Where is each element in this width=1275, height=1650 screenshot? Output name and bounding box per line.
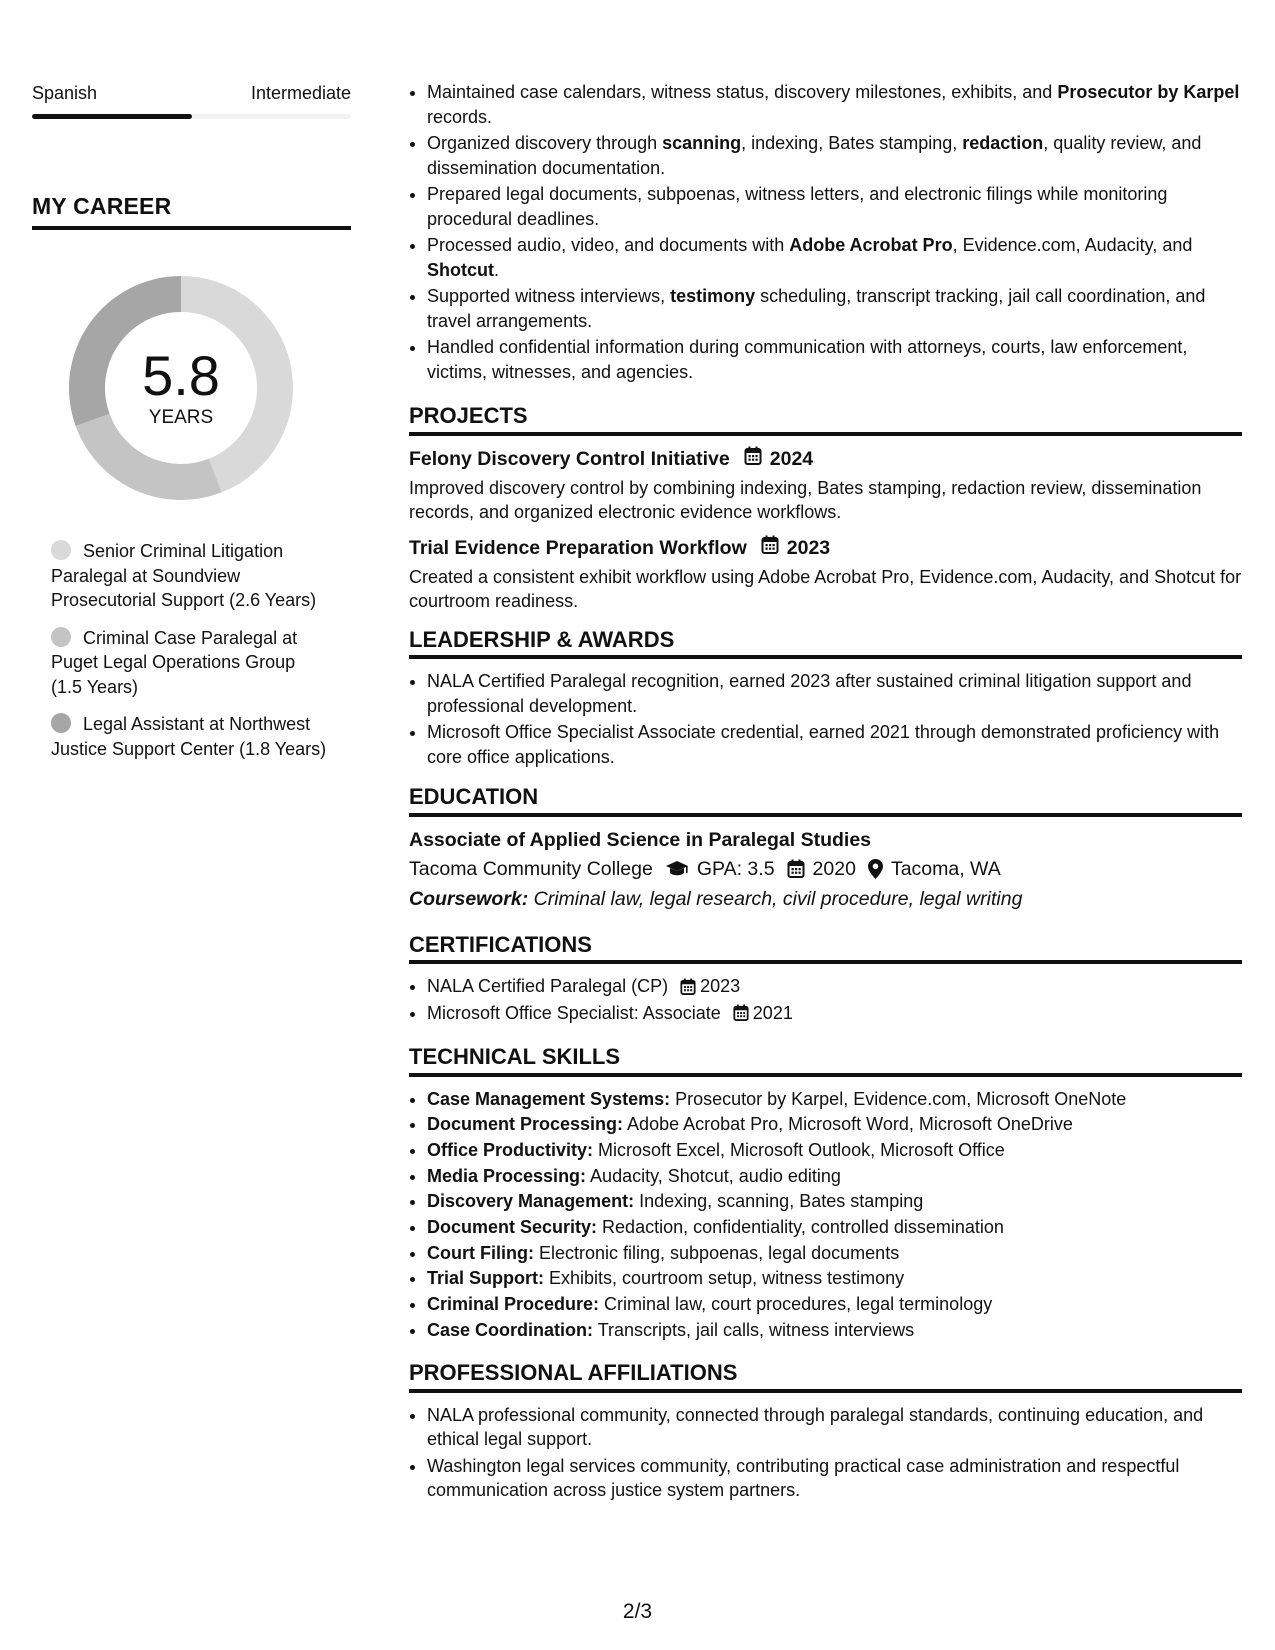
bullet-text: , indexing, Bates stamping,: [741, 133, 963, 153]
skill-item: [427, 1112, 1242, 1137]
education-degree: Associate of Applied Science in Paralegal Studies: [409, 828, 872, 851]
skill-value: Audacity, Shotcut, audio editing: [586, 1165, 841, 1186]
skill-label: Document Security:: [427, 1216, 598, 1237]
skill-value: Electronic filing, subpoenas, legal documents: [533, 1242, 900, 1263]
page-number: 2/3: [622, 1600, 653, 1623]
bullet-text: Processed audio, video, and documents with: [427, 235, 790, 255]
education-entry: [409, 827, 1242, 913]
career-donut-chart: [66, 273, 296, 503]
main-content: [409, 80, 1242, 1505]
career-item: [51, 626, 331, 700]
bullet-text: Prepared legal documents, subpoenas, witness letters, and electronic filings while monitoring procedural deadlines.: [427, 184, 1168, 229]
technical-skills-list: [409, 1087, 1242, 1343]
bullet-text: records.: [427, 106, 493, 127]
skill-label: Discovery Management:: [427, 1191, 635, 1212]
project-year: 2024: [769, 447, 814, 470]
bullet-text: Supported witness interviews,: [427, 286, 671, 306]
calendar-icon: [761, 535, 779, 561]
language-name: Spanish: [32, 83, 98, 103]
certification-year: 2023: [700, 976, 741, 996]
bold-keyword: testimony: [670, 286, 756, 306]
skill-value: Criminal law, court procedures, legal terminology: [599, 1294, 993, 1314]
certification-item: [427, 974, 1242, 999]
leadership-item: • NALA Certified Paralegal recognition, earned 2023 after sustained criminal litigation support and professional development.: [427, 669, 1242, 718]
skill-label: Criminal Procedure:: [427, 1294, 600, 1314]
experience-bullet: [427, 335, 1242, 384]
bullet-text: scheduling, transcript tracking, jail call coordination, and travel arrangements.: [427, 286, 1206, 331]
education-gpa: GPA: 3.5: [696, 857, 775, 880]
location-pin-icon: [868, 859, 883, 879]
language-proficiency-bar: [32, 114, 351, 119]
project-header: [409, 535, 1242, 561]
certification-name: • NALA Certified Paralegal (CP): [427, 976, 669, 996]
skill-value: Transcripts, jail calls, witness interviews: [593, 1319, 915, 1340]
skill-label: Case Coordination:: [427, 1319, 594, 1340]
affiliations-title: PROFESSIONAL AFFILIATIONS: [409, 1361, 1242, 1393]
skill-label: Case Management Systems:: [427, 1088, 671, 1109]
skill-label: Trial Support:: [427, 1268, 544, 1289]
career-item-text: Legal Assistant at Northwest Justice Support Center (1.8 Years): [51, 714, 327, 759]
career-item-text: Senior Criminal Litigation Paralegal at Soundview Prosecutorial Support (2.6 Years): [51, 541, 317, 610]
certification-row: [427, 1001, 1242, 1026]
language-proficiency-fill: [32, 114, 192, 119]
education-location: Tacoma, WA: [890, 857, 1001, 880]
career-item: [51, 539, 331, 613]
affiliation-item: • Washington legal services community, contributing practical case administration and respectful communication across justice system partners.: [427, 1454, 1242, 1503]
projects-title: PROJECTS: [409, 404, 1242, 436]
experience-bullets: [409, 80, 1242, 384]
coursework-text: Criminal law, legal research, civil procedure, legal writing: [533, 887, 1023, 910]
bold-keyword: Shotcut: [427, 259, 494, 280]
bold-keyword: Adobe Acrobat Pro: [789, 235, 953, 255]
donut-center: [66, 273, 296, 503]
education-school: Tacoma Community College: [409, 857, 653, 880]
bullet-text: Handled confidential information during communication with attorneys, courts, law enforcement, victims, witnesses, and agencies.: [427, 337, 1188, 382]
career-total-value: 5.8: [142, 344, 220, 407]
career-item-text: Criminal Case Paralegal at Puget Legal Operations Group (1.5 Years): [51, 627, 298, 697]
experience-bullet: [427, 131, 1242, 180]
career-item: [51, 712, 331, 761]
skill-item: [427, 1241, 1242, 1266]
bullet-text: .: [494, 259, 500, 280]
skill-value: Indexing, scanning, Bates stamping: [634, 1191, 924, 1212]
skill-value: Exhibits, courtroom setup, witness testimony: [544, 1268, 905, 1289]
career-list: [32, 539, 351, 761]
leadership-title: LEADERSHIP & AWARDS: [409, 628, 1242, 660]
bullet-text: , quality review, and dissemination documentation.: [427, 133, 1202, 178]
experience-bullet: [427, 284, 1242, 333]
bullet-text: , Evidence.com, Audacity, and: [952, 235, 1193, 255]
calendar-icon: [733, 1004, 749, 1021]
affiliation-item: • NALA professional community, connected through paralegal standards, continuing education, and ethical legal support.: [427, 1403, 1242, 1452]
project-name: Trial Evidence Preparation Workflow: [409, 536, 747, 559]
career-section-title: MY CAREER: [32, 193, 351, 230]
bold-keyword: scanning: [662, 133, 742, 153]
education-title: EDUCATION: [409, 785, 1242, 817]
project-item: [409, 535, 1242, 614]
skill-item: [427, 1292, 1242, 1317]
education-details: [409, 855, 1242, 883]
leadership-item: • Microsoft Office Specialist Associate credential, earned 2021 through demonstrated proficiency with core office applications.: [427, 720, 1242, 769]
skill-item: [427, 1087, 1242, 1112]
skill-label: Court Filing:: [427, 1242, 534, 1263]
project-year: 2023: [786, 536, 831, 559]
technical-skills-title: TECHNICAL SKILLS: [409, 1045, 1242, 1077]
sidebar: [32, 82, 351, 774]
language-level: Intermediate: [250, 83, 351, 103]
skill-value: Microsoft Excel, Microsoft Outlook, Microsoft Office: [593, 1139, 1005, 1160]
skill-value: Adobe Acrobat Pro, Microsoft Word, Microsoft OneDrive: [623, 1114, 1073, 1135]
certifications-list: [409, 974, 1242, 1025]
calendar-icon: [744, 446, 762, 472]
skill-item: [427, 1189, 1242, 1214]
calendar-icon: [680, 978, 696, 995]
projects-list: [409, 446, 1242, 614]
skill-label: Media Processing:: [427, 1165, 587, 1186]
project-description: Improved discovery control by combining indexing, Bates stamping, redaction review, dissemination records, and organized electronic evidence workflows.: [409, 477, 1202, 522]
language-row: [32, 82, 351, 104]
experience-bullet: [427, 80, 1242, 129]
skill-item: [427, 1164, 1242, 1189]
skill-item: [427, 1318, 1242, 1343]
certifications-title: CERTIFICATIONS: [409, 933, 1242, 965]
bold-keyword: Prosecutor by Karpel: [1057, 82, 1240, 102]
coursework-label: Coursework:: [409, 887, 529, 910]
education-coursework: [409, 885, 1242, 913]
certification-year: 2021: [752, 1002, 793, 1023]
experience-bullet: [427, 233, 1242, 282]
graduation-cap-icon: [665, 860, 689, 878]
project-item: [409, 446, 1242, 525]
career-legend-dot: [51, 540, 71, 560]
skill-label: Document Processing:: [427, 1114, 624, 1135]
certification-row: [427, 974, 1242, 999]
skill-label: Office Productivity:: [427, 1139, 594, 1160]
skill-item: [427, 1215, 1242, 1240]
project-name: Felony Discovery Control Initiative: [409, 447, 730, 470]
skill-item: [427, 1138, 1242, 1163]
skill-value: Prosecutor by Karpel, Evidence.com, Microsoft OneNote: [670, 1088, 1127, 1109]
experience-bullet: [427, 182, 1242, 231]
skill-item: [427, 1266, 1242, 1291]
bold-keyword: redaction: [962, 133, 1044, 153]
certification-name: • Microsoft Office Specialist: Associate: [427, 1002, 721, 1023]
bullet-text: Organized discovery through: [427, 133, 663, 153]
project-description: Created a consistent exhibit workflow using Adobe Acrobat Pro, Evidence.com, Audacity, and Shotcut for courtroom readiness.: [409, 566, 1242, 611]
education-year: 2020: [812, 857, 856, 880]
skill-value: Redaction, confidentiality, controlled dissemination: [597, 1216, 1004, 1237]
career-legend-dot: [51, 627, 71, 647]
calendar-icon: [787, 859, 805, 878]
career-legend-dot: [51, 713, 71, 733]
affiliations-list: [409, 1403, 1242, 1503]
project-header: [409, 446, 1242, 472]
bullet-text: Maintained case calendars, witness status, discovery milestones, exhibits, and: [427, 82, 1058, 102]
leadership-list: [409, 669, 1242, 769]
career-total-unit: YEARS: [148, 407, 214, 428]
certification-item: [427, 1001, 1242, 1026]
